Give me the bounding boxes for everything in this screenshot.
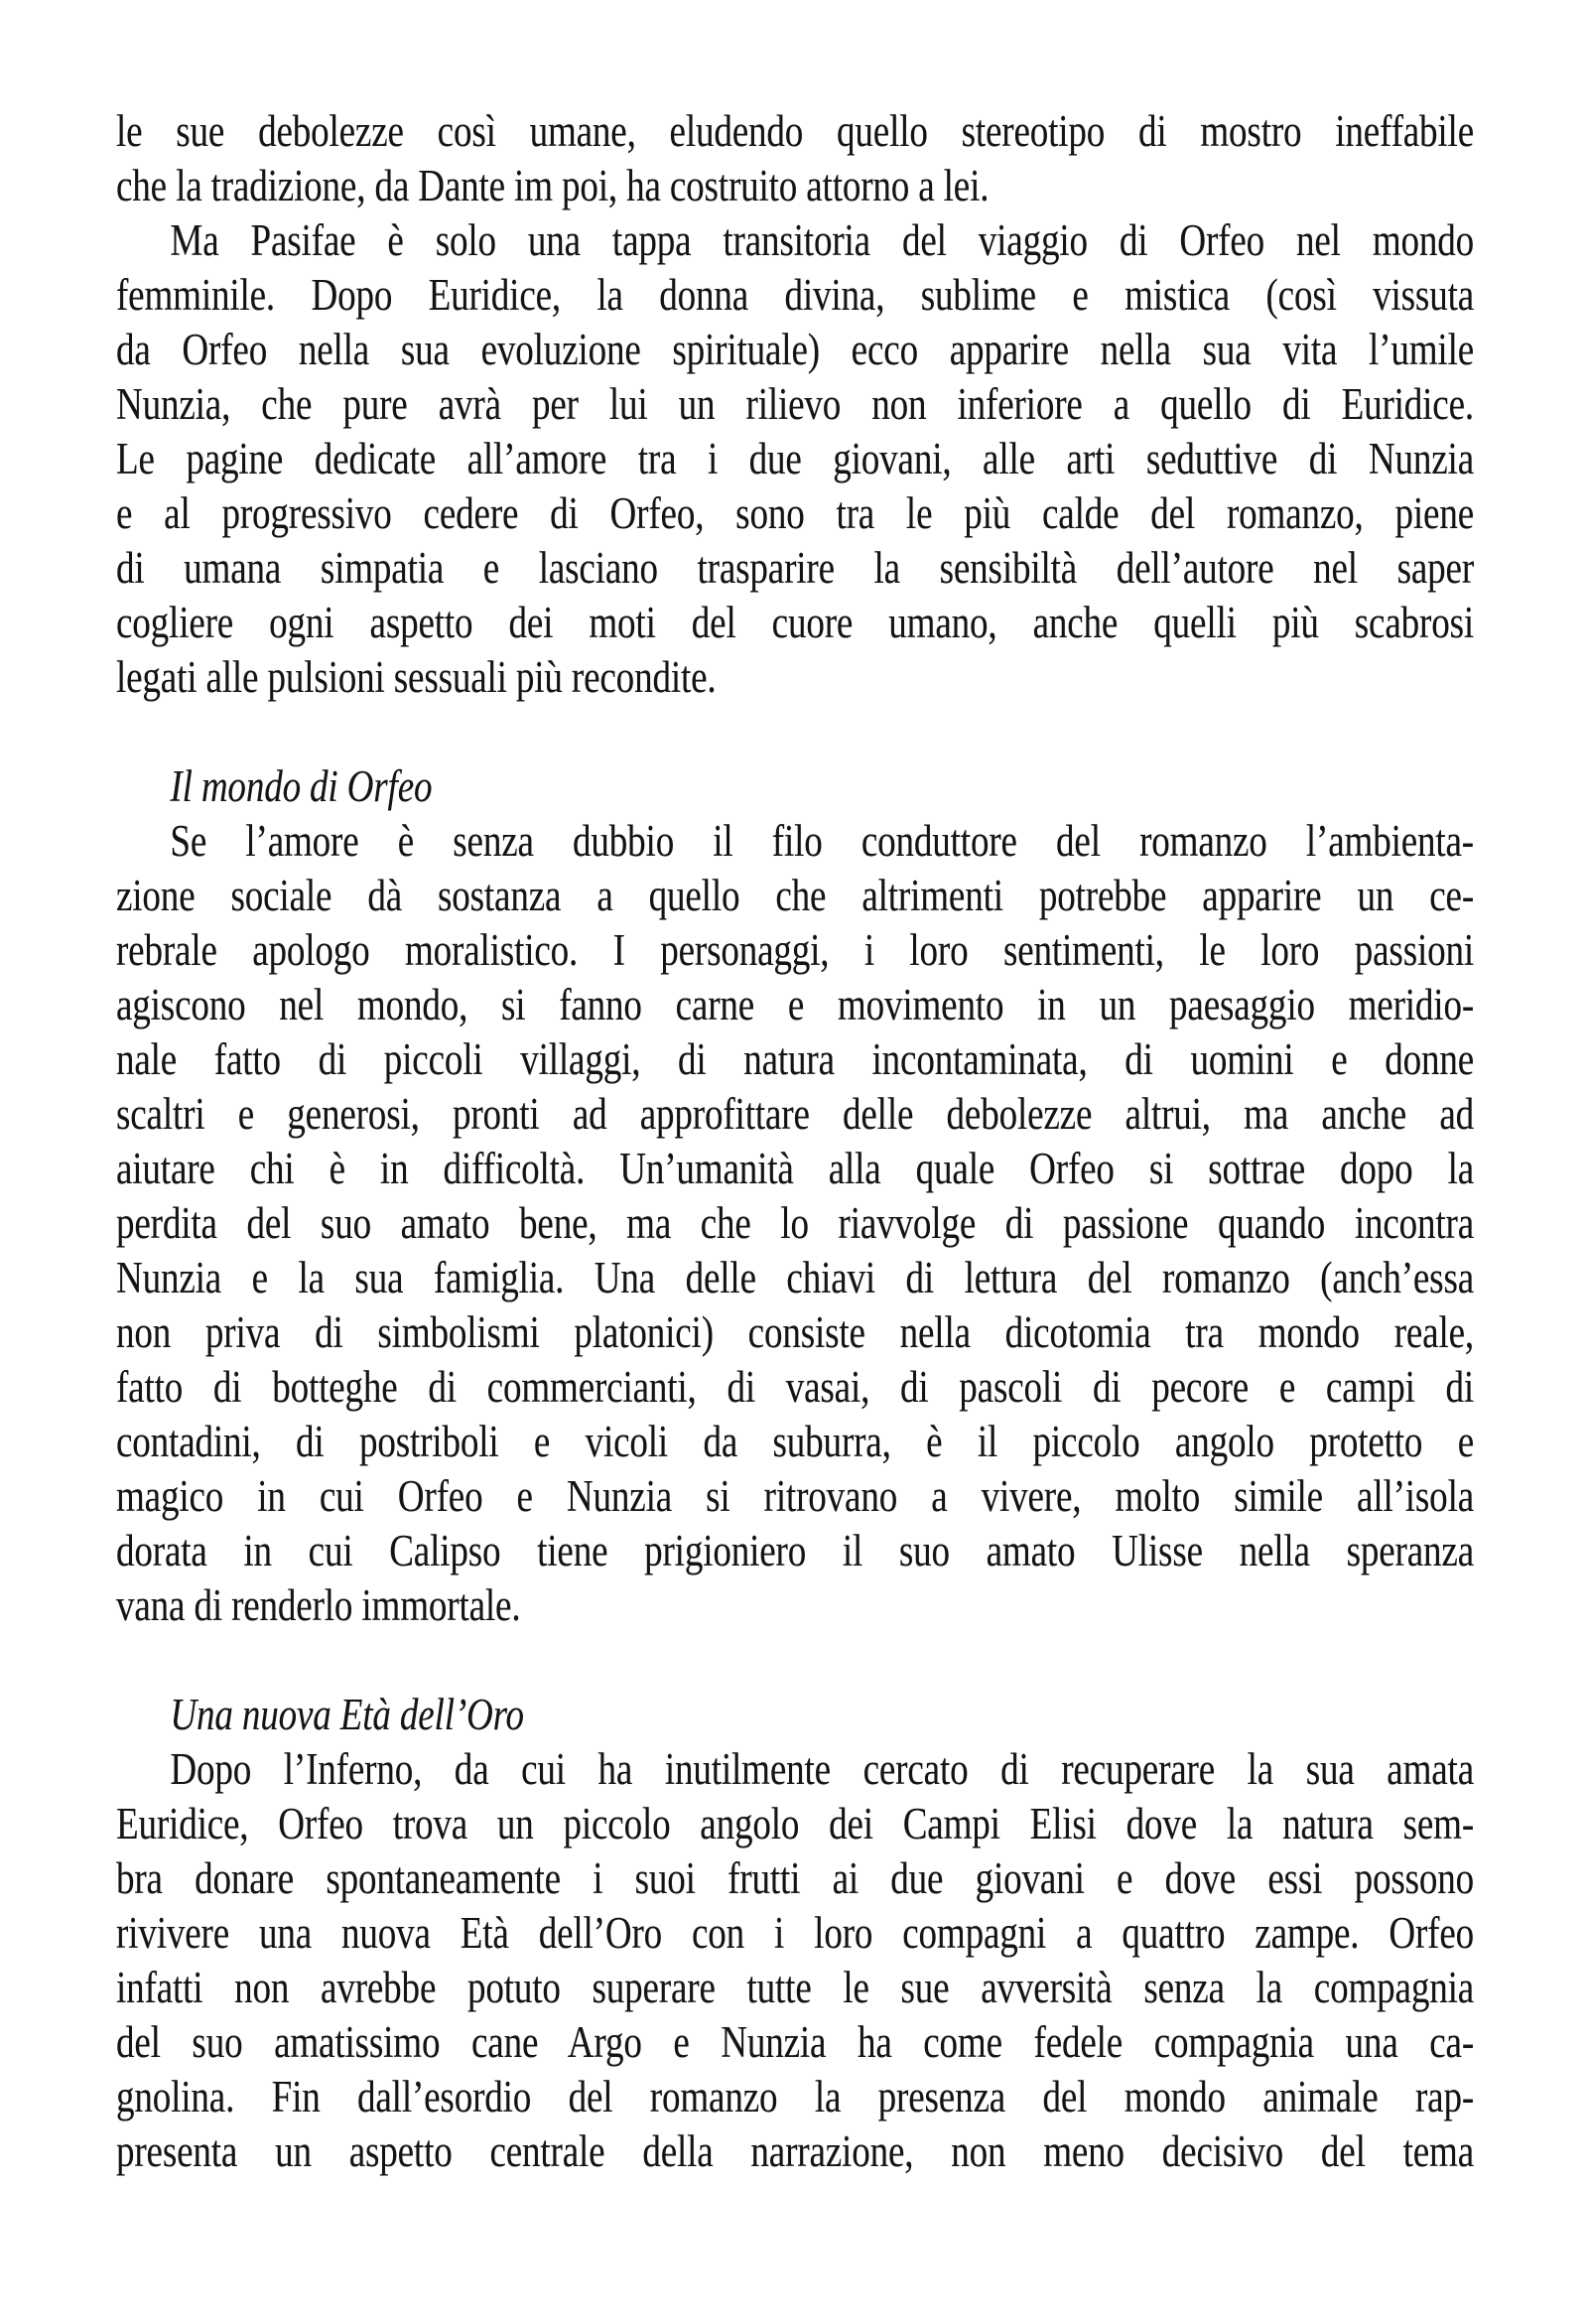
- text-line: aiutare chi è in difficoltà. Un’umanità alla quale Orfeo si sottrae dopo la: [116, 1144, 1475, 1193]
- text-line: presenta un aspetto centrale della narrazione, non meno decisivo del tema: [116, 2126, 1475, 2176]
- text-line: di umana simpatia e lasciano trasparire la sensibiltà dell’autore nel saper: [116, 543, 1475, 593]
- text-line: e al progressivo cedere di Orfeo, sono tra le più calde del romanzo, piene: [116, 488, 1475, 538]
- text-line: Euridice, Orfeo trova un piccolo angolo dei Campi Elisi dove la natura sem-: [116, 1799, 1475, 1848]
- text-line: che la tradizione, da Dante im poi, ha costruito attorno a lei.: [116, 161, 990, 210]
- text-line: Dopo l’Inferno, da cui ha inutilmente cercato di recuperare la sua amata: [170, 1744, 1475, 1794]
- text-line: infatti non avrebbe potuto superare tutte le sue avversità senza la compagnia: [116, 1963, 1475, 2012]
- text-line: del suo amatissimo cane Argo e Nunzia ha come fedele compagnia una ca-: [116, 2017, 1475, 2067]
- text-line: scaltri e generosi, pronti ad approfittare delle debolezze altrui, ma anche ad: [116, 1089, 1475, 1139]
- paragraph: [116, 104, 1474, 213]
- page-text-block: [116, 104, 1474, 2179]
- text-line: Le pagine dedicate all’amore tra i due giovani, alle arti seduttive di Nunzia: [116, 434, 1475, 483]
- text-line: le sue debolezze così umane, eludendo quello stereotipo di mostro ineffabile: [116, 106, 1475, 156]
- text-line: da Orfeo nella sua evoluzione spirituale) ecco apparire nella sua vita l’umile: [116, 325, 1475, 374]
- text-line: perdita del suo amato bene, ma che lo riavvolge di passione quando incontra: [116, 1198, 1475, 1248]
- text-line: contadini, di postriboli e vicoli da suburra, è il piccolo angolo protetto e: [116, 1417, 1475, 1466]
- paragraph: [116, 814, 1474, 1633]
- text-line: legati alle pulsioni sessuali più recondite.: [116, 652, 717, 702]
- text-line: vana di renderlo immortale.: [116, 1580, 521, 1630]
- section-heading: Una nuova Età dell’Oro: [170, 1690, 524, 1739]
- text-line: agiscono nel mondo, si fanno carne e movimento in un paesaggio meridio-: [116, 980, 1475, 1029]
- section-heading: Il mondo di Orfeo: [170, 761, 433, 811]
- paragraph: [116, 213, 1474, 705]
- text-line: femminile. Dopo Euridice, la donna divina, sublime e mistica (così vissuta: [116, 270, 1475, 320]
- text-line: bra donare spontaneamente i suoi frutti ai due giovani e dove essi possono: [116, 1853, 1475, 1903]
- text-line: gnolina. Fin dall’esordio del romanzo la presenza del mondo animale rap-: [116, 2072, 1475, 2121]
- text-line: rivivere una nuova Età dell’Oro con i loro compagni a quattro zampe. Orfeo: [116, 1908, 1475, 1958]
- text-line: dorata in cui Calipso tiene prigioniero il suo amato Ulisse nella speranza: [116, 1526, 1475, 1575]
- text-line: magico in cui Orfeo e Nunzia si ritrovano a vivere, molto simile all’isola: [116, 1471, 1475, 1521]
- text-line: nale fatto di piccoli villaggi, di natura incontaminata, di uomini e donne: [116, 1034, 1475, 1084]
- text-line: rebrale apologo moralistico. I personaggi, i loro sentimenti, le loro passioni: [116, 925, 1475, 975]
- text-line: Ma Pasifae è solo una tappa transitoria del viaggio di Orfeo nel mondo: [170, 215, 1475, 265]
- text-line: zione sociale dà sostanza a quello che altrimenti potrebbe apparire un ce-: [116, 871, 1475, 920]
- text-line: fatto di botteghe di commercianti, di vasai, di pascoli di pecore e campi di: [116, 1362, 1475, 1412]
- text-line: non priva di simbolismi platonici) consiste nella dicotomia tra mondo reale,: [116, 1307, 1475, 1357]
- text-line: Se l’amore è senza dubbio il filo conduttore del romanzo l’ambienta-: [170, 816, 1475, 866]
- paragraph: [116, 1742, 1474, 2179]
- text-line: cogliere ogni aspetto dei moti del cuore umano, anche quelli più scabrosi: [116, 598, 1475, 647]
- text-line: Nunzia e la sua famiglia. Una delle chiavi di lettura del romanzo (anch’essa: [116, 1253, 1475, 1302]
- text-line: Nunzia, che pure avrà per lui un rilievo non inferiore a quello di Euridice.: [116, 379, 1475, 429]
